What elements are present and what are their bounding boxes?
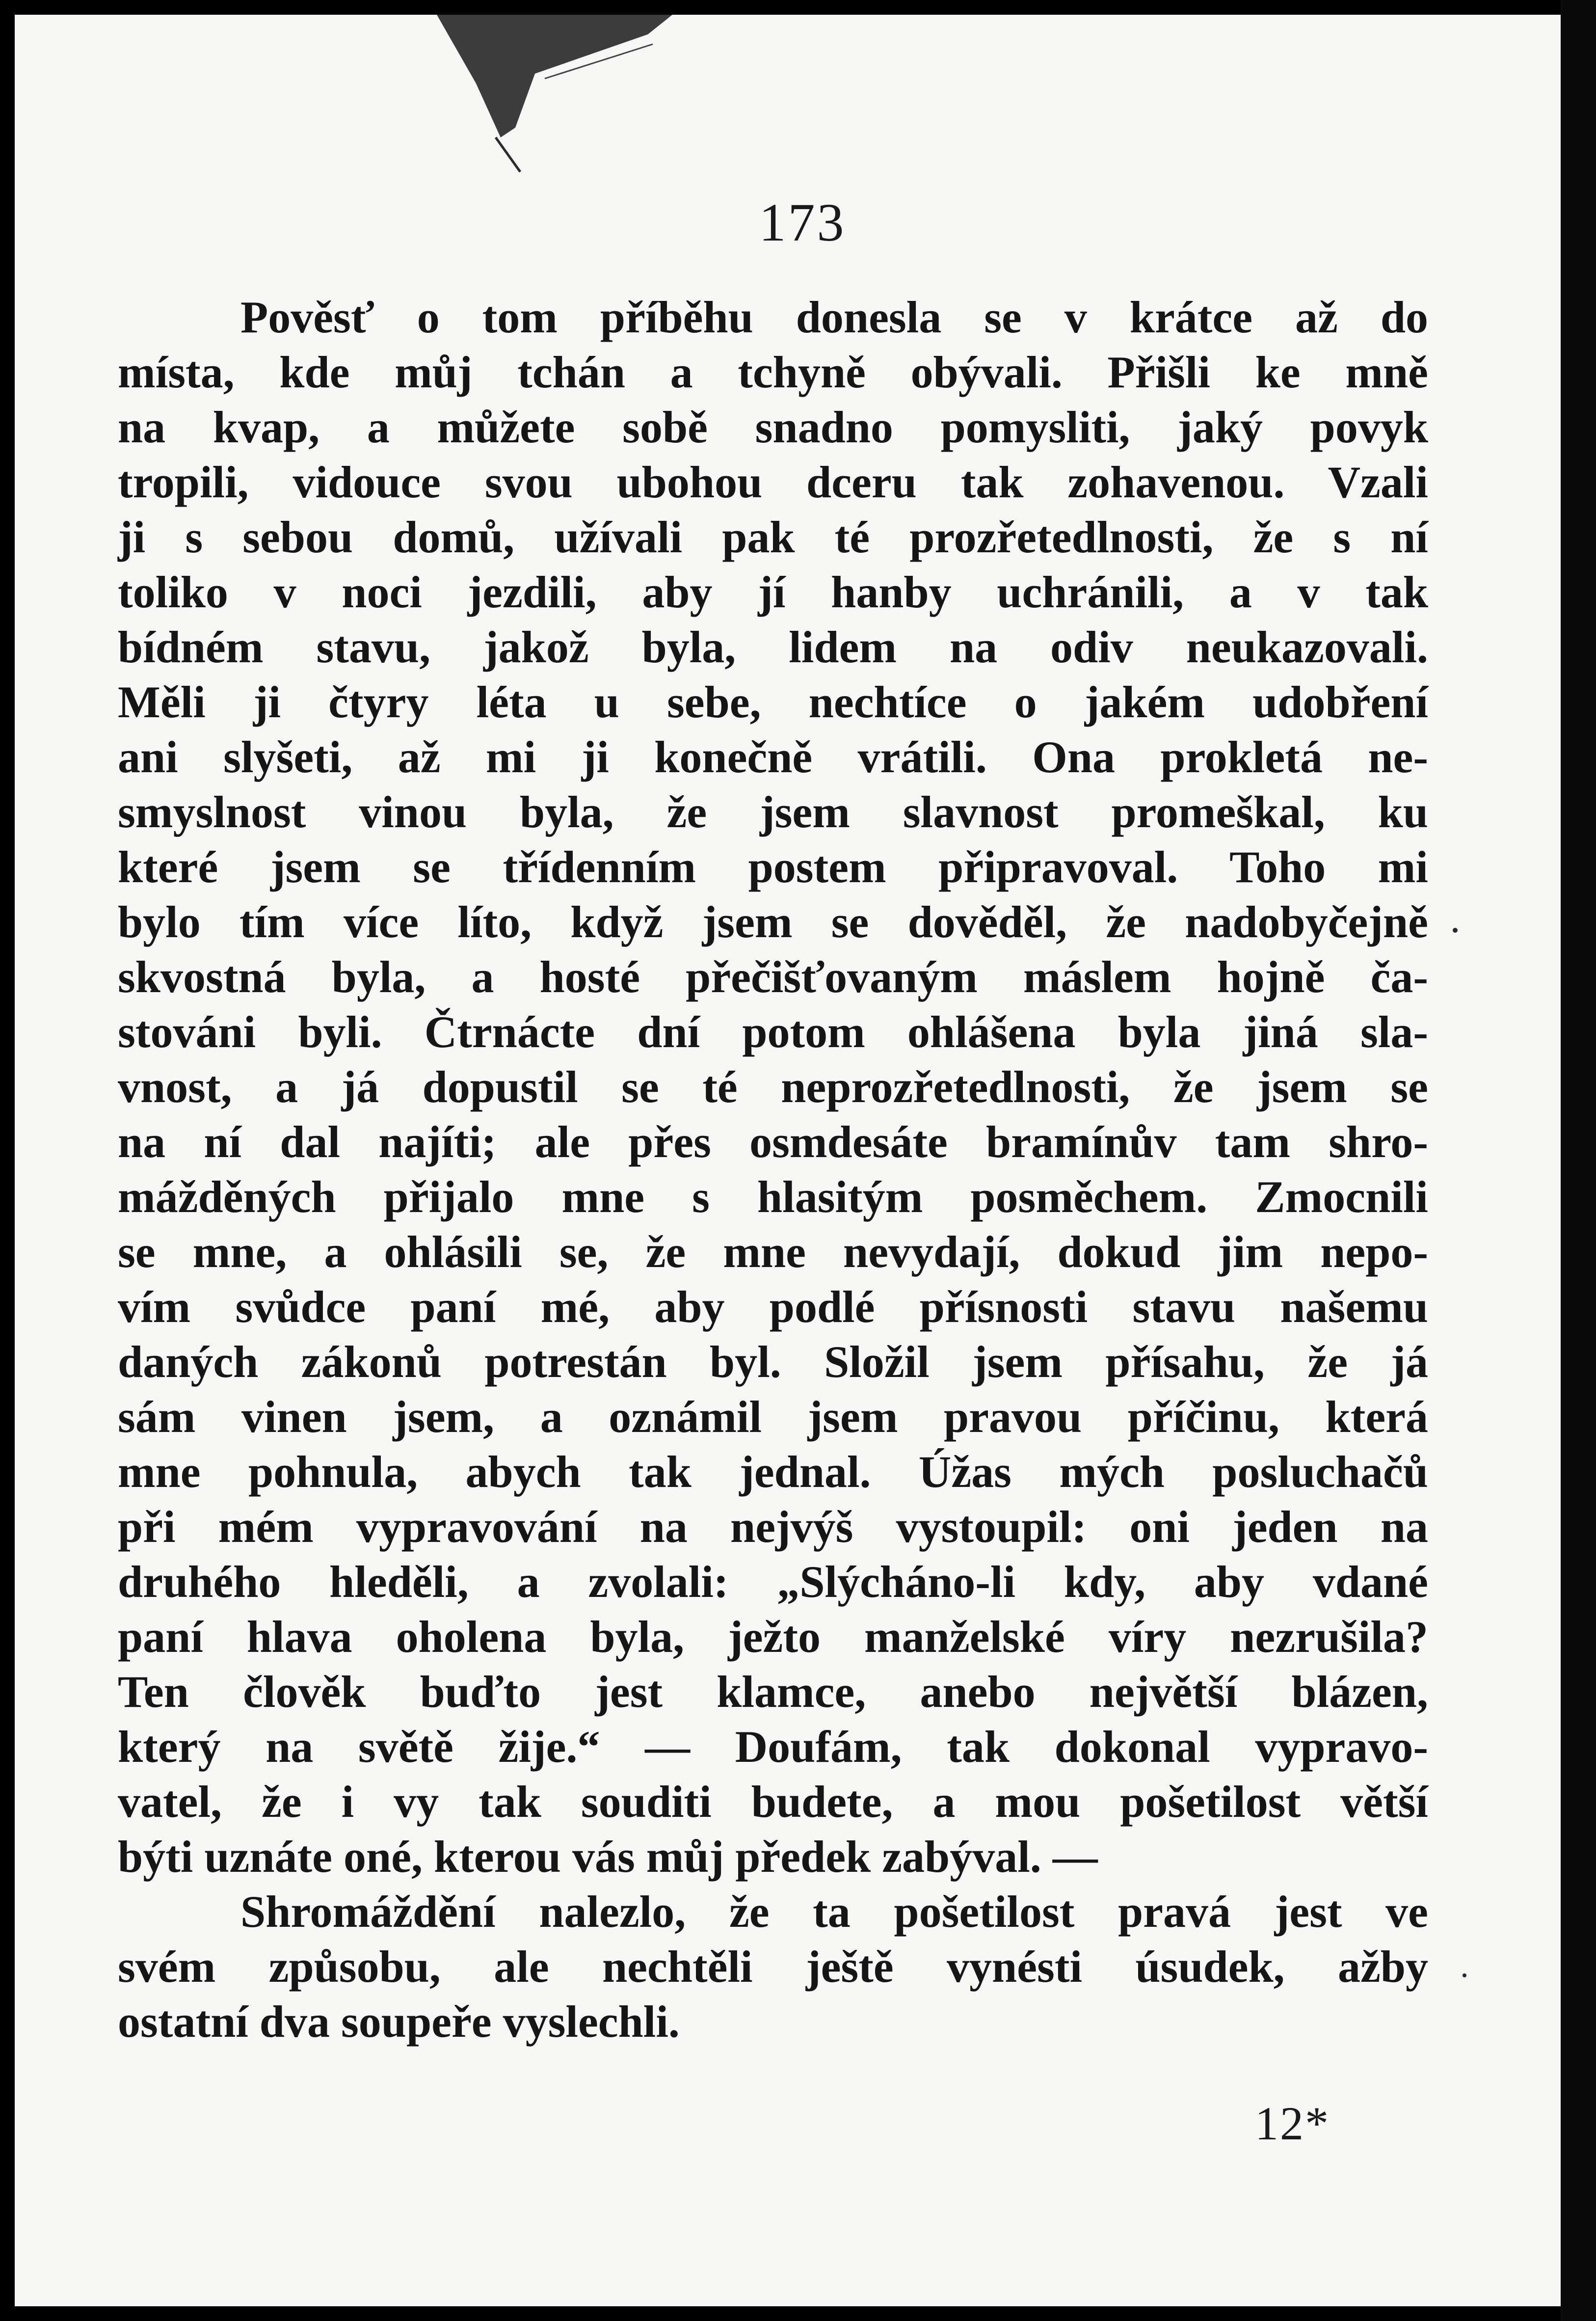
paragraph-2 [118, 1884, 1428, 2049]
signature-mark: 12* [1255, 2097, 1330, 2150]
text-line: vnost, a já dopustil se té neprozřetedlnosti, že jsem se [118, 1062, 1428, 1112]
text-line: ji s sebou domů, užívali pak té prozřetedlnosti, že s ní [118, 512, 1428, 562]
text-line: mážděných přijalo mne s hlasitým posměchem. Zmocnili [118, 1172, 1428, 1222]
text-line: Pověsť o tom příběhu donesla se v krátce až do [240, 292, 1428, 342]
text-line: místa, kde můj tchán a tchyně obývali. Přišli ke mně [118, 347, 1428, 397]
book-page [15, 15, 1561, 2306]
text-line: Měli ji čtyry léta u sebe, nechtíce o jakém udobření [118, 677, 1428, 727]
ink-speck [1463, 1973, 1466, 1977]
text-line: býti uznáte oné, kterou vás můj předek zabýval. — [118, 1832, 1098, 1882]
text-line: sám vinen jsem, a oznámil jsem pravou příčinu, která [118, 1392, 1428, 1442]
text-line: vatel, že i vy tak souditi budete, a mou pošetilost větší [118, 1777, 1428, 1827]
text-line: daných zákonů potrestán byl. Složil jsem přísahu, že já [118, 1337, 1428, 1387]
text-line: ani slyšeti, až mi ji konečně vrátili. Ona prokletá ne- [118, 732, 1428, 782]
text-line: skvostná byla, a hosté přečišťovaným máslem hojně ča- [118, 952, 1428, 1002]
text-line: tropili, vidouce svou ubohou dceru tak zohavenou. Vzali [118, 457, 1428, 507]
text-line: na ní dal najíti; ale přes osmdesáte bramínův tam shro- [118, 1117, 1428, 1167]
text-line: smyslnost vinou byla, že jsem slavnost promeškal, ku [118, 787, 1428, 837]
text-line: mne pohnula, abych tak jednal. Úžas mých posluchačů [118, 1447, 1428, 1497]
text-line: Ten člověk buďto jest klamce, anebo největší blázen, [118, 1667, 1428, 1717]
text-line: ostatní dva soupeře vyslechli. [118, 1997, 680, 2047]
text-line: se mne, a ohlásili se, že mne nevydají, dokud jim nepo- [118, 1227, 1428, 1277]
text-line: svém způsobu, ale nechtěli ještě vynésti úsudek, ažby [118, 1942, 1428, 1992]
text-line: který na světě žije.“ — Doufám, tak dokonal vypravo- [118, 1722, 1428, 1772]
scan-border [1561, 0, 1596, 2321]
text-line: paní hlava oholena byla, ježto manželské víry nezrušila? [118, 1612, 1428, 1662]
text-line: na kvap, a můžete sobě snadno pomysliti, jaký povyk [118, 402, 1428, 452]
torn-corner-mark [417, 15, 761, 177]
text-line: Shromáždění nalezlo, že ta pošetilost pravá jest ve [240, 1887, 1428, 1937]
ink-speck [1453, 928, 1458, 933]
text-line: bídném stavu, jakož byla, lidem na odiv neukazovali. [118, 622, 1428, 672]
text-line: při mém vypravování na nejvýš vystoupil: oni jeden na [118, 1502, 1428, 1552]
text-line: stováni byli. Čtrnácte dní potom ohlášena byla jiná sla- [118, 1007, 1428, 1057]
text-line: které jsem se třídenním postem připravoval. Toho mi [118, 842, 1428, 892]
paragraph-1 [118, 290, 1428, 1884]
text-line: druhého hleděli, a zvolali: „Slýcháno-li kdy, aby vdané [118, 1557, 1428, 1607]
body-text [118, 290, 1428, 2049]
text-line: bylo tím více líto, když jsem se dověděl, že nadobyčejně [118, 897, 1428, 947]
page-number: 173 [759, 192, 846, 252]
text-line: toliko v noci jezdili, aby jí hanby uchránili, a v tak [118, 567, 1428, 617]
text-line: vím svůdce paní mé, aby podlé přísnosti stavu našemu [118, 1282, 1428, 1332]
